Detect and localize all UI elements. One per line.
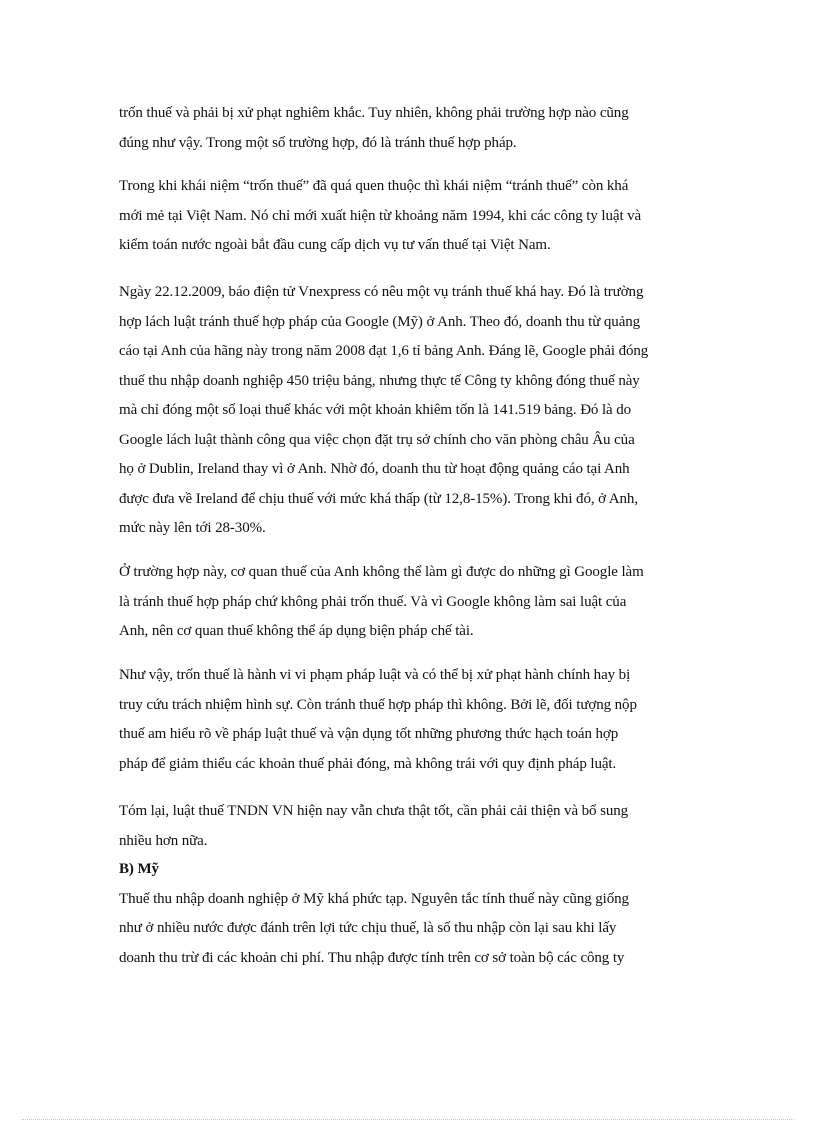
section-heading: B) Mỹ bbox=[119, 861, 159, 877]
paragraph-line: là tránh thuế hợp pháp chứ không phải trốn thuế. Và vì Google không làm sai luật của bbox=[119, 593, 627, 610]
paragraph-line: Trong khi khái niệm “trốn thuế” đã quá quen thuộc thì khái niệm “tránh thuế” còn khá bbox=[119, 178, 629, 194]
paragraph-1 bbox=[119, 99, 699, 158]
paragraph-line: Anh, nên cơ quan thuế không thể áp dụng biện pháp chế tài. bbox=[119, 623, 474, 639]
paragraph-line: Ở trường hợp này, cơ quan thuế của Anh không thể làm gì được do những gì Google làm bbox=[119, 564, 644, 580]
paragraph-line: Như vậy, trốn thuế là hành vi vi phạm pháp luật và có thể bị xử phạt hành chính hay bị bbox=[119, 667, 631, 683]
paragraph-line: doanh thu trừ đi các khoản chi phí. Thu nhập được tính trên cơ sở toàn bộ các công ty bbox=[119, 949, 625, 966]
paragraph-line: đúng như vậy. Trong một số trường hợp, đó là tránh thuế hợp pháp. bbox=[119, 134, 517, 151]
paragraph-line: truy cứu trách nhiệm hình sự. Còn tránh thuế hợp pháp thì không. Bởi lẽ, đối tượng nộp bbox=[119, 696, 637, 713]
paragraph-line: thuế am hiểu rõ về pháp luật thuế và vận dụng tốt những phương thức hạch toán hợp bbox=[119, 726, 619, 742]
paragraph-line: họ ở Dublin, Ireland thay vì ở Anh. Nhờ đó, doanh thu từ hoạt động quảng cáo tại Anh bbox=[119, 461, 630, 477]
paragraph-line: trốn thuế và phải bị xử phạt nghiêm khắc. Tuy nhiên, không phải trường hợp nào cũng bbox=[119, 105, 629, 121]
paragraph-line: mà chỉ đóng một số loại thuế khác với một khoản khiêm tốn là 141.519 bảng. Đó là do bbox=[119, 402, 632, 418]
paragraph-line: nhiều hơn nữa. bbox=[119, 832, 208, 849]
paragraph-line: mức này lên tới 28-30%. bbox=[119, 520, 266, 536]
paragraph-line: Ngày 22.12.2009, báo điện tử Vnexpress có nêu một vụ tránh thuế khá hay. Đó là trường bbox=[119, 284, 644, 300]
paragraph-4 bbox=[119, 558, 699, 647]
paragraph-line: kiểm toán nước ngoài bắt đầu cung cấp dịch vụ tư vấn thuế tại Việt Nam. bbox=[119, 237, 551, 253]
paragraph-line: hợp lách luật tránh thuế hợp pháp của Google (Mỹ) ở Anh. Theo đó, doanh thu từ quảng bbox=[119, 313, 641, 330]
paragraph-line: cáo tại Anh của hãng này trong năm 2008 đạt 1,6 tỉ bảng Anh. Đáng lẽ, Google phải đóng bbox=[119, 343, 649, 359]
paragraph-line: Thuế thu nhập doanh nghiệp ở Mỹ khá phức tạp. Nguyên tắc tính thuế này cũng giống bbox=[119, 890, 629, 907]
section-b bbox=[119, 855, 699, 973]
paragraph-2 bbox=[119, 172, 699, 261]
paragraph-line: Google lách luật thành công qua việc chọn đặt trụ sở chính cho văn phòng châu Âu của bbox=[119, 431, 635, 448]
paragraph-6 bbox=[119, 797, 699, 856]
paragraph-line: thuế thu nhập doanh nghiệp 450 triệu bảng, nhưng thực tế Công ty không đóng thuế này bbox=[119, 372, 640, 389]
paragraph-5 bbox=[119, 661, 699, 779]
paragraph-line: Tóm lại, luật thuế TNDN VN hiện nay vẫn chưa thật tốt, cần phải cải thiện và bổ sung bbox=[119, 803, 629, 819]
paragraph-line: mới mẻ tại Việt Nam. Nó chỉ mới xuất hiện từ khoảng năm 1994, khi các công ty luật và bbox=[119, 207, 642, 224]
paragraph-line: được đưa về Ireland để chịu thuế với mức khá thấp (từ 12,8-15%). Trong khi đó, ở Anh, bbox=[119, 490, 638, 507]
paragraph-line: pháp để giảm thiểu các khoản thuế phải đóng, mà không trái với quy định pháp luật. bbox=[119, 755, 617, 772]
page-bottom-divider bbox=[22, 1119, 794, 1120]
paragraph-3 bbox=[119, 278, 699, 544]
paragraph-line: như ở nhiều nước được đánh trên lợi tức chịu thuế, là số thu nhập còn lại sau khi lấy bbox=[119, 920, 617, 936]
